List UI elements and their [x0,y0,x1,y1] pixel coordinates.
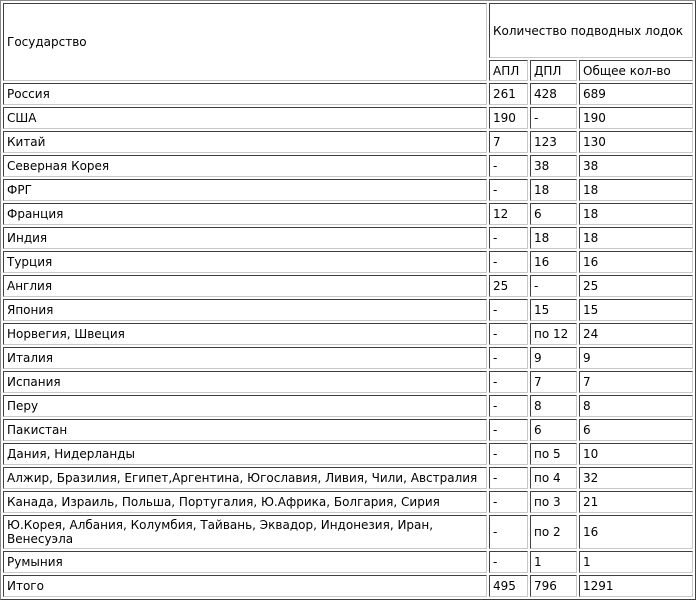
cell-country: Канада, Израиль, Польша, Португалия, Ю.Африка, Болгария, Сирия [3,491,487,513]
cell-total: 21 [579,491,693,513]
cell-total: 38 [579,155,693,177]
cell-country: Турция [3,251,487,273]
cell-total: 689 [579,83,693,105]
cell-total: 8 [579,395,693,417]
cell-dpl: 7 [530,371,577,393]
cell-apl: - [489,251,528,273]
cell-country: Италия [3,347,487,369]
cell-dpl: 16 [530,251,577,273]
table-row [3,419,693,441]
cell-country: Алжир, Бразилия, Египет,Аргентина, Югославия, Ливия, Чили, Австралия [3,467,487,489]
table-row [3,275,693,297]
cell-apl: - [489,419,528,441]
cell-apl: - [489,515,528,549]
cell-total: 18 [579,203,693,225]
table-row [3,155,693,177]
cell-dpl: 6 [530,419,577,441]
cell-total: 1 [579,551,693,573]
header-country: Государство [3,3,487,81]
cell-country: Россия [3,83,487,105]
table-row [3,515,693,549]
cell-apl: 7 [489,131,528,153]
total-row [3,575,693,597]
cell-dpl: 8 [530,395,577,417]
cell-dpl: по 5 [530,443,577,465]
cell-country: Пакистан [3,419,487,441]
cell-apl: - [489,443,528,465]
cell-total: 16 [579,251,693,273]
cell-dpl: 428 [530,83,577,105]
cell-total: 24 [579,323,693,345]
cell-total: 9 [579,347,693,369]
header-group: Количество подводных лодок [489,3,693,58]
cell-dpl: по 12 [530,323,577,345]
table-row [3,323,693,345]
cell-country: Испания [3,371,487,393]
cell-dpl: 9 [530,347,577,369]
cell-apl: 25 [489,275,528,297]
cell-total: 6 [579,419,693,441]
cell-total: 10 [579,443,693,465]
cell-dpl: 1 [530,551,577,573]
cell-dpl: по 4 [530,467,577,489]
cell-total: 16 [579,515,693,549]
table-row [3,395,693,417]
cell-dpl: - [530,275,577,297]
cell-total: 25 [579,275,693,297]
table-row [3,179,693,201]
table-row [3,203,693,225]
cell-country: Ю.Корея, Албания, Колумбия, Тайвань, Эквадор, Индонезия, Иран, Венесуэла [3,515,487,549]
total-apl: 495 [489,575,528,597]
cell-dpl: 123 [530,131,577,153]
cell-apl: - [489,395,528,417]
table-row [3,551,693,573]
table-row [3,227,693,249]
table-row [3,467,693,489]
cell-country: Англия [3,275,487,297]
cell-total: 190 [579,107,693,129]
cell-dpl: - [530,107,577,129]
cell-country: Индия [3,227,487,249]
table-row [3,107,693,129]
cell-apl: - [489,323,528,345]
table-row [3,251,693,273]
cell-total: 18 [579,227,693,249]
cell-dpl: 38 [530,155,577,177]
header-apl: АПЛ [489,60,528,81]
table-row [3,299,693,321]
cell-country: ФРГ [3,179,487,201]
cell-dpl: по 2 [530,515,577,549]
cell-country: США [3,107,487,129]
cell-apl: 261 [489,83,528,105]
cell-total: 18 [579,179,693,201]
header-total: Общее кол-во [579,60,693,81]
cell-country: Китай [3,131,487,153]
table-body [3,83,693,573]
cell-country: Дания, Нидерланды [3,443,487,465]
cell-dpl: 18 [530,179,577,201]
cell-apl: - [489,299,528,321]
cell-country: Перу [3,395,487,417]
cell-country: Франция [3,203,487,225]
table-row [3,491,693,513]
cell-country: Румыния [3,551,487,573]
cell-total: 130 [579,131,693,153]
table-row [3,131,693,153]
header-dpl: ДПЛ [530,60,577,81]
cell-apl: - [489,491,528,513]
cell-dpl: 18 [530,227,577,249]
cell-apl: - [489,467,528,489]
cell-apl: 190 [489,107,528,129]
cell-apl: - [489,227,528,249]
cell-apl: - [489,371,528,393]
cell-country: Северная Корея [3,155,487,177]
cell-total: 7 [579,371,693,393]
cell-apl: - [489,179,528,201]
total-all: 1291 [579,575,693,597]
cell-apl: 12 [489,203,528,225]
cell-dpl: по 3 [530,491,577,513]
table-row [3,83,693,105]
cell-total: 15 [579,299,693,321]
table-row [3,347,693,369]
cell-apl: - [489,155,528,177]
table-row [3,371,693,393]
table-row [3,443,693,465]
total-label: Итого [3,575,487,597]
total-dpl: 796 [530,575,577,597]
cell-country: Япония [3,299,487,321]
cell-dpl: 15 [530,299,577,321]
cell-dpl: 6 [530,203,577,225]
cell-apl: - [489,347,528,369]
cell-total: 32 [579,467,693,489]
cell-country: Норвегия, Швеция [3,323,487,345]
cell-apl: - [489,551,528,573]
